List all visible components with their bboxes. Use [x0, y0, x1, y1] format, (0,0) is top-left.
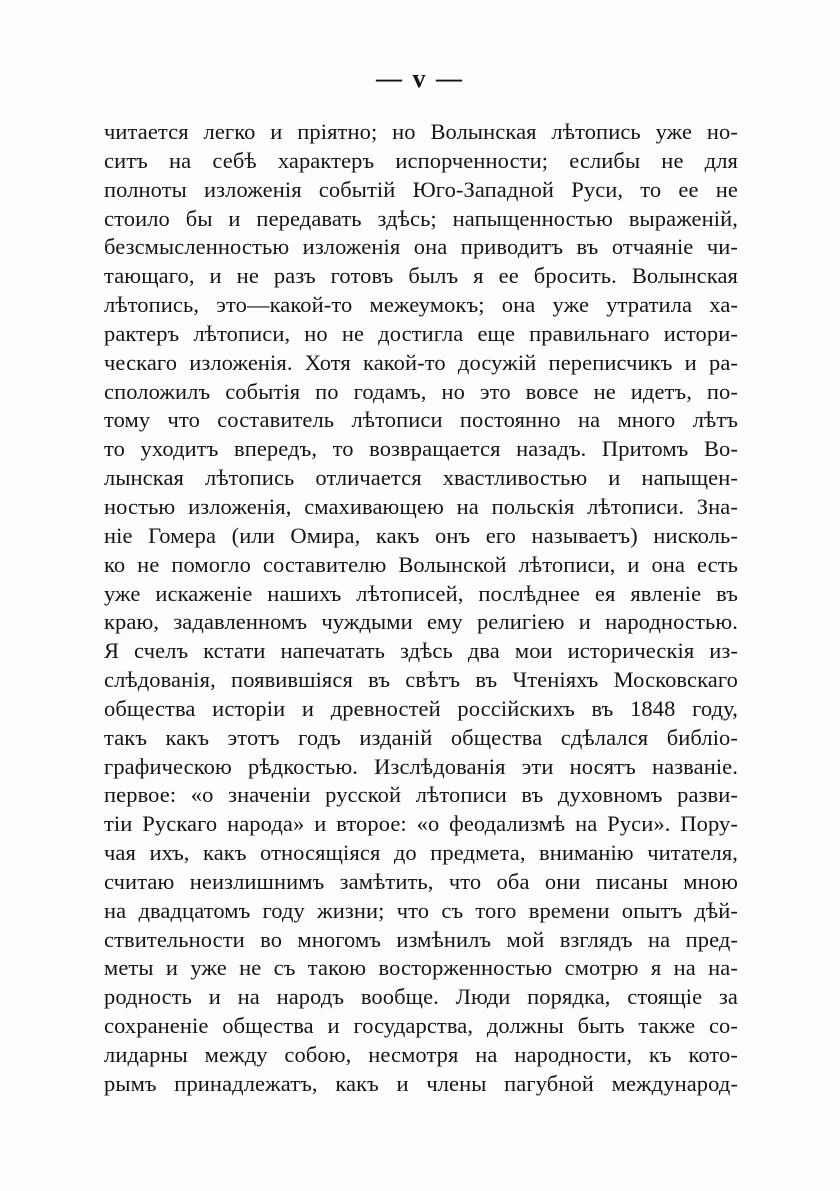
text-line: то уходитъ впередъ, то возвращается назадъ. Притомъ Во-	[104, 436, 738, 462]
text-line: лѣтопись, это—какой-то межеумокъ; она уже утратила ха-	[104, 292, 738, 318]
text-line: считаю неизлишнимъ замѣтить, что оба они писаны мною	[104, 868, 738, 894]
text-line: графическою рѣдкостью. Изслѣдованія эти носятъ названіе.	[104, 753, 738, 779]
text-line: ніе Гомера (или Омира, какъ онъ его называетъ) нисколь-	[104, 522, 738, 548]
text-line: лынская лѣтопись отличается хвастливостью и напыщен-	[104, 465, 738, 491]
text-line: тіи Рускаго народа» и второе: «о феодализмѣ на Руси». Пору-	[104, 811, 738, 837]
text-line: безсмысленностью изложенія она приводитъ въ отчаяніе чи-	[104, 234, 738, 260]
text-line: тому что составитель лѣтописи постоянно на много лѣтъ	[104, 407, 738, 433]
text-line: лидарны между собою, несмотря на народности, къ кото-	[104, 1042, 738, 1067]
text-line: полноты изложенія событій Юго-Западной Руси, то ее не	[104, 176, 738, 202]
text-line: уже искаженіе нашихъ лѣтописей, послѣднее ея явленіе въ	[104, 580, 738, 606]
page-number: — v —	[376, 64, 464, 93]
text-line: тающаго, и не разъ готовъ былъ я ее бросить. Волынская	[104, 263, 738, 289]
text-line: такъ какъ этотъ годъ изданій общества сдѣлался библіо-	[104, 724, 738, 750]
text-line: ностью изложенія, смахивающею на польскія лѣтописи. Зна-	[104, 493, 738, 519]
text-line: рымъ принадлежатъ, какъ и члены пагубной международ-	[104, 1070, 738, 1096]
text-line: общества исторіи и древностей россійскихъ въ 1848 году,	[104, 695, 738, 721]
text-line: первое: «о значеніи русской лѣтописи въ духовномъ разви-	[104, 782, 738, 808]
text-line: сохраненіе общества и государства, должны быть также со-	[104, 1013, 738, 1039]
text-line: родность и на народъ вообще. Люди порядка, стоящіе за	[104, 984, 738, 1010]
text-line: ситъ на себѣ характеръ испорченности; еслибы не для	[104, 147, 738, 173]
text-line: слѣдованія, появившіяся въ свѣтъ въ Чтеніяхъ Московскаго	[104, 667, 738, 693]
text-line: читается легко и пріятно; но Волынская лѣтопись уже но-	[104, 119, 738, 144]
text-line: меты и уже не съ такою восторженностью смотрю я на на-	[104, 955, 738, 981]
text-line: рактеръ лѣтописи, но не достигла еще правильнаго истори-	[104, 320, 738, 346]
text-line: сположилъ событія по годамъ, но это вовсе не идетъ, по-	[104, 378, 738, 404]
text-line: ческаго изложенія. Хотя какой-то досужій переписчикъ и ра-	[104, 349, 738, 375]
text-line: чая ихъ, какъ относящіяся до предмета, вниманію читателя,	[104, 840, 738, 866]
text-line: Я счелъ кстати напечатать здѣсь два мои историческія из-	[104, 638, 738, 664]
text-line: ствительности во многомъ измѣнилъ мой взглядъ на пред-	[104, 926, 738, 952]
text-line: стоило бы и передавать здѣсь; напыщенностью выраженій,	[104, 205, 738, 231]
text-line: краю, задавленномъ чуждыми ему религіею и народностью.	[104, 609, 738, 635]
text-line: на двадцатомъ году жизни; что съ того времени опытъ дѣй-	[104, 897, 738, 923]
body-text	[104, 118, 738, 1099]
text-line: ко не помогло составителю Волынской лѣтописи, и она есть	[104, 551, 738, 577]
